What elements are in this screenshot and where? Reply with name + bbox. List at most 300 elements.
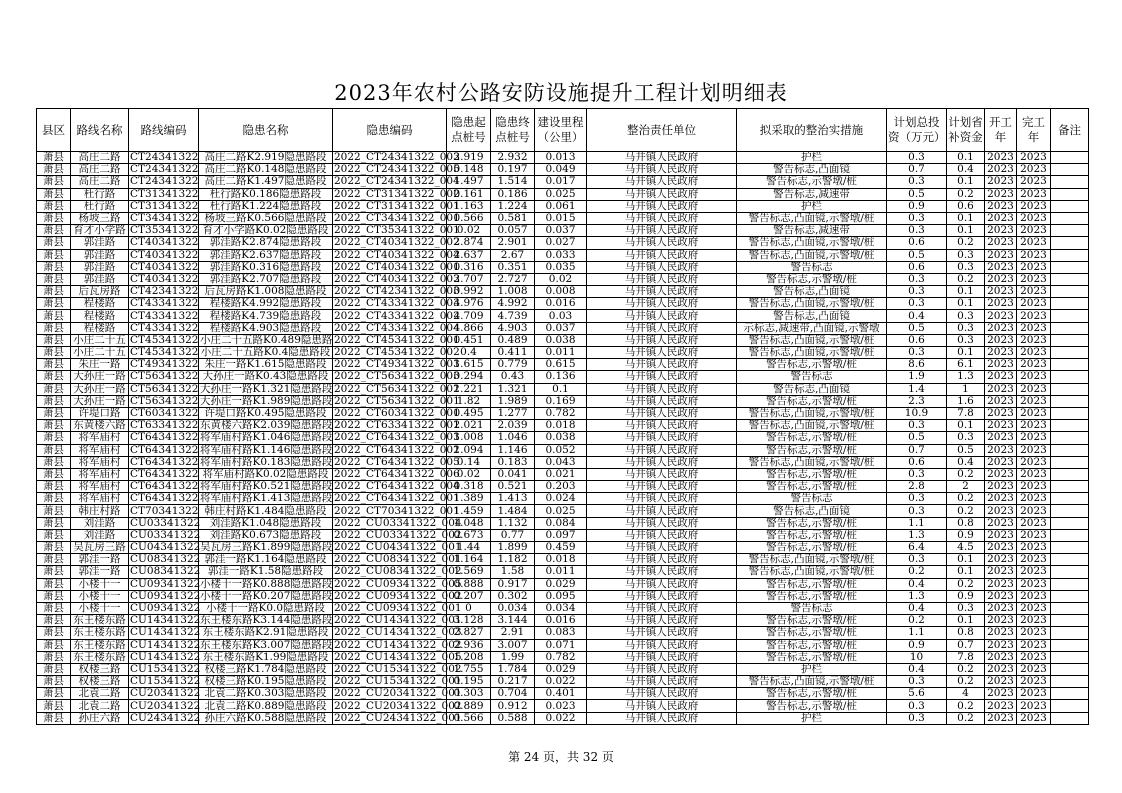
cell-route-code: CT42341322 [130, 285, 199, 298]
cell-end-stake: 0.302 [491, 590, 535, 602]
cell-county: 萧县 [37, 225, 71, 237]
cell-provincial-subsidy: 0.1 [947, 420, 985, 432]
table-row [37, 249, 1089, 261]
cell-remarks [1051, 542, 1089, 554]
cell-start-stake: 4.709 [447, 310, 491, 322]
table-row [37, 286, 1089, 298]
cell-county: 萧县 [37, 249, 71, 261]
cell-measures: 警告标志,示警墩/桩 [737, 627, 887, 639]
cell-start-year: 2023 [985, 566, 1017, 578]
table-row [37, 481, 1089, 493]
cell-responsible-unit: 马井镇人民政府 [587, 712, 737, 724]
cell-county: 萧县 [37, 493, 71, 505]
cell-county: 萧县 [37, 444, 71, 456]
header-length-km: 建设里程（公里） [535, 109, 587, 152]
cell-start-stake: 1.459 [447, 505, 491, 517]
cell-responsible-unit: 马井镇人民政府 [587, 261, 737, 273]
cell-total-investment: 0.4 [887, 310, 947, 322]
cell-start-stake: 1.094 [447, 444, 491, 456]
cell-end-stake: 4.992 [491, 298, 535, 310]
cell-county: 萧县 [37, 700, 71, 712]
cell-length-km: 0.034 [535, 602, 587, 614]
cell-total-investment: 0.2 [887, 566, 947, 578]
cell-county: 萧县 [37, 615, 71, 627]
cell-provincial-subsidy: 1 [947, 383, 985, 395]
cell-remarks [1051, 176, 1089, 188]
cell-start-year: 2023 [985, 456, 1017, 468]
cell-responsible-unit: 马井镇人民政府 [587, 639, 737, 651]
cell-route-code: CU14341322 [130, 614, 201, 627]
cell-route-name: 大孙庄一路 [71, 371, 129, 383]
cell-hazard-name: 大孙庄一路K1.989隐患路段 [200, 394, 333, 407]
cell-remarks [1051, 164, 1089, 176]
cell-start-year: 2023 [985, 212, 1017, 224]
table-header-row [37, 109, 1089, 152]
cell-total-investment: 0.3 [887, 347, 947, 359]
cell-county: 萧县 [37, 712, 71, 724]
cell-hazard-code: 2022_CT24341322_003 [334, 151, 460, 164]
cell-hazard-code: 2022_CT43341322_003 [334, 297, 460, 310]
cell-remarks [1051, 420, 1089, 432]
cell-remarks [1051, 676, 1089, 688]
cell-end-year: 2023 [1017, 432, 1051, 444]
cell-hazard-name: 杜行路K1.224隐患路段 [199, 200, 333, 212]
cell-start-stake: 1.82 [447, 395, 491, 407]
cell-end-stake: 1.224 [491, 200, 535, 212]
cell-hazard-code: 2022_CT49341322_003 [334, 358, 460, 371]
cell-route-name: 将军庙村 [71, 481, 129, 493]
cell-start-stake: 0.889 [447, 700, 491, 712]
cell-hazard-name: 吴瓦房三路K1.899隐患路段 [200, 541, 333, 554]
cell-length-km: 0.029 [535, 578, 587, 590]
cell-start-year: 2023 [985, 152, 1017, 164]
cell-route-name: 权楼三路 [71, 663, 129, 675]
cell-total-investment: 0.3 [887, 212, 947, 224]
cell-length-km: 0.021 [535, 468, 587, 480]
cell-end-year: 2023 [1017, 493, 1051, 505]
cell-route-code: CT43341322 [130, 297, 199, 310]
cell-end-year: 2023 [1017, 590, 1051, 602]
cell-length-km: 0.136 [535, 371, 587, 383]
cell-county: 萧县 [37, 322, 71, 334]
cell-route-name: 育才小学路 [71, 225, 129, 237]
cell-end-year: 2023 [1017, 566, 1051, 578]
cell-hazard-name: 东王楼东路K1.99隐患路段 [199, 651, 333, 663]
cell-remarks [1051, 444, 1089, 456]
cell-provincial-subsidy: 1.3 [947, 371, 985, 383]
cell-hazard-code: 2022_CT40341322_002 [334, 236, 460, 249]
cell-hazard-code: 2022_CT24341322_004 [334, 175, 460, 188]
cell-provincial-subsidy: 0.6 [947, 200, 985, 212]
cell-provincial-subsidy: 0.2 [947, 712, 985, 724]
cell-county: 萧县 [37, 261, 71, 273]
cell-county: 萧县 [37, 663, 71, 675]
cell-remarks [1051, 481, 1089, 493]
cell-end-stake: 0.034 [491, 602, 535, 614]
table-row [37, 298, 1089, 310]
cell-route-name: 程楼路 [71, 298, 129, 310]
cell-hazard-name: 大孙庄一路K0.43隐患路段 [199, 371, 333, 383]
cell-route-name: 权楼三路 [71, 676, 129, 688]
cell-remarks [1051, 249, 1089, 261]
cell-measures: 警告标志,示警墩/桩 [737, 542, 887, 554]
cell-end-year: 2023 [1017, 468, 1051, 480]
cell-end-year: 2023 [1017, 322, 1051, 334]
cell-provincial-subsidy: 0.2 [947, 578, 985, 590]
cell-hazard-code: 2022_CT64341322_004 [334, 480, 460, 493]
cell-route-code: CU09341322 [130, 589, 201, 602]
cell-hazard-code: 2022_CU24341322_001 [334, 711, 462, 724]
cell-measures: 警告标志,示警墩/桩 [737, 615, 887, 627]
cell-county: 萧县 [37, 237, 71, 249]
cell-route-name: 小楼十一 [71, 578, 129, 590]
cell-responsible-unit: 马井镇人民政府 [587, 212, 737, 224]
cell-responsible-unit: 马井镇人民政府 [587, 152, 737, 164]
cell-end-stake: 1.99 [491, 651, 535, 663]
cell-hazard-code: 2022_CU15341322_002 [334, 662, 462, 675]
cell-route-code: CU08341322 [130, 553, 201, 566]
cell-county: 萧县 [37, 542, 71, 554]
cell-length-km: 0.097 [535, 529, 587, 541]
cell-route-name: 郭洼路 [71, 237, 129, 249]
cell-measures: 警告标志,凸面镜 [737, 505, 887, 517]
cell-end-year: 2023 [1017, 334, 1051, 346]
cell-length-km: 0.027 [535, 237, 587, 249]
cell-measures: 警告标志,凸面镜,示警墩/桩 [737, 212, 887, 224]
cell-route-name: 东黄楼六路 [71, 420, 129, 432]
cell-route-name: 东王楼东路 [71, 639, 129, 651]
table-body [37, 152, 1089, 725]
cell-end-stake: 1.784 [491, 663, 535, 675]
cell-route-code: CT64341322 [130, 480, 199, 493]
cell-route-name: 将军庙村 [71, 444, 129, 456]
cell-hazard-name: 刘洼路K0.673隐患路段 [199, 529, 333, 541]
cell-hazard-name: 小庄二十五路K0.4隐患路段 [199, 347, 333, 359]
cell-measures: 警告标志,示警墩/桩 [737, 395, 887, 407]
cell-start-year: 2023 [985, 663, 1017, 675]
cell-responsible-unit: 马井镇人民政府 [587, 590, 737, 602]
table-row [37, 615, 1089, 627]
cell-hazard-name: 东王楼东路K2.91隐患路段 [199, 627, 333, 639]
cell-end-stake: 1.514 [491, 176, 535, 188]
cell-end-stake: 4.739 [491, 310, 535, 322]
table-row [37, 688, 1089, 700]
cell-total-investment: 0.3 [887, 225, 947, 237]
cell-hazard-name: 高庄二路K1.497隐患路段 [199, 176, 333, 188]
cell-responsible-unit: 马井镇人民政府 [587, 200, 737, 212]
cell-route-name: 杜行路 [71, 188, 129, 200]
cell-end-year: 2023 [1017, 602, 1051, 614]
cell-provincial-subsidy: 0.3 [947, 432, 985, 444]
cell-responsible-unit: 马井镇人民政府 [587, 481, 737, 493]
cell-end-stake: 1.321 [491, 383, 535, 395]
cell-route-code: CT40341322 [130, 248, 199, 261]
cell-start-stake: 1.008 [447, 432, 491, 444]
cell-total-investment: 0.6 [887, 456, 947, 468]
table-row [37, 554, 1089, 566]
cell-county: 萧县 [37, 505, 71, 517]
table-row [37, 237, 1089, 249]
cell-start-year: 2023 [985, 468, 1017, 480]
cell-start-year: 2023 [985, 578, 1017, 590]
cell-route-code: CU09341322 [130, 577, 201, 590]
cell-total-investment: 8.6 [887, 359, 947, 371]
cell-measures: 警告标志,示警墩/桩 [737, 529, 887, 541]
cell-hazard-name: 高庄二路K2.919隐患路段 [199, 152, 333, 164]
cell-hazard-name: 东黄楼六路K2.039隐患路段 [200, 419, 333, 432]
cell-total-investment: 0.3 [887, 273, 947, 285]
cell-provincial-subsidy: 1.6 [947, 395, 985, 407]
cell-end-year: 2023 [1017, 249, 1051, 261]
cell-route-name: 东王楼东路 [71, 627, 129, 639]
cell-length-km: 0.013 [535, 152, 587, 164]
cell-end-year: 2023 [1017, 407, 1051, 419]
cell-provincial-subsidy: 0.1 [947, 298, 985, 310]
cell-measures: 警告标志,凸面镜 [737, 286, 887, 298]
cell-county: 萧县 [37, 468, 71, 480]
cell-start-year: 2023 [985, 651, 1017, 663]
table-row [37, 602, 1089, 614]
cell-provincial-subsidy: 0.3 [947, 322, 985, 334]
table-row [37, 639, 1089, 651]
cell-hazard-code: 2022_CT64341322_001 [334, 492, 460, 505]
cell-end-year: 2023 [1017, 286, 1051, 298]
cell-route-name: 郭洼路 [71, 249, 129, 261]
cell-responsible-unit: 马井镇人民政府 [587, 176, 737, 188]
cell-length-km: 0.037 [535, 322, 587, 334]
cell-total-investment: 0.3 [887, 152, 947, 164]
cell-start-stake: 4.976 [447, 298, 491, 310]
cell-route-code: CT45341322 [130, 333, 199, 346]
cell-length-km: 0.782 [535, 651, 587, 663]
table-row [37, 712, 1089, 724]
cell-hazard-name: 郭洼路K2.707隐患路段 [199, 273, 333, 285]
cell-provincial-subsidy: 0.2 [947, 663, 985, 675]
cell-end-year: 2023 [1017, 261, 1051, 273]
cell-responsible-unit: 马井镇人民政府 [587, 602, 737, 614]
cell-hazard-name: 北袁二路K0.303隐患路段 [199, 688, 333, 700]
header-total-investment: 计划总投资（万元） [887, 109, 947, 152]
cell-provincial-subsidy: 0.4 [947, 164, 985, 176]
cell-route-code: CT56341322 [130, 370, 199, 383]
cell-hazard-name: 程楼路K4.992隐患路段 [199, 298, 333, 310]
cell-responsible-unit: 马井镇人民政府 [587, 688, 737, 700]
cell-hazard-code: 2022_CU14341322_002 [334, 638, 462, 651]
cell-route-code: CT24341322 [130, 151, 199, 164]
cell-route-name: 程楼路 [71, 310, 129, 322]
cell-hazard-name: 权楼三路K0.195隐患路段 [199, 676, 333, 688]
cell-route-name: 大孙庄一路 [71, 395, 129, 407]
cell-start-stake: 0.673 [447, 529, 491, 541]
cell-start-year: 2023 [985, 615, 1017, 627]
cell-remarks [1051, 505, 1089, 517]
cell-provincial-subsidy: 0.3 [947, 261, 985, 273]
cell-measures: 警告标志,凸面镜 [737, 310, 887, 322]
cell-end-year: 2023 [1017, 505, 1051, 517]
cell-route-code: CU14341322 [130, 638, 201, 651]
table-row [37, 676, 1089, 688]
cell-provincial-subsidy: 0.1 [947, 286, 985, 298]
cell-route-name: 郭洼一路 [71, 566, 129, 578]
cell-measures: 警告标志,示警墩/桩 [737, 444, 887, 456]
cell-end-year: 2023 [1017, 347, 1051, 359]
table-row [37, 334, 1089, 346]
cell-hazard-code: 2022_CU20341322_002 [334, 699, 462, 712]
cell-route-code: CT40341322 [130, 260, 199, 273]
table-row [37, 700, 1089, 712]
cell-remarks [1051, 468, 1089, 480]
cell-total-investment: 1.3 [887, 529, 947, 541]
cell-total-investment: 1.1 [887, 517, 947, 529]
cell-hazard-code: 2022_CT56341322_001 [334, 394, 460, 407]
table-row [37, 383, 1089, 395]
cell-start-year: 2023 [985, 371, 1017, 383]
cell-start-stake: 1.44 [447, 542, 491, 554]
cell-total-investment: 0.2 [887, 615, 947, 627]
cell-responsible-unit: 马井镇人民政府 [587, 700, 737, 712]
cell-hazard-name: 将军庙村路K1.046隐患路段 [200, 431, 333, 444]
cell-route-code: CT31341322 [130, 199, 199, 212]
cell-hazard-name: 刘洼路K1.048隐患路段 [199, 517, 333, 529]
cell-end-stake: 0.581 [491, 212, 535, 224]
table-row [37, 566, 1089, 578]
cell-responsible-unit: 马井镇人民政府 [587, 359, 737, 371]
table-row [37, 529, 1089, 541]
cell-provincial-subsidy: 0.3 [947, 249, 985, 261]
cell-start-year: 2023 [985, 298, 1017, 310]
cell-remarks [1051, 639, 1089, 651]
cell-total-investment: 0.6 [887, 237, 947, 249]
cell-route-name: 郭洼路 [71, 261, 129, 273]
cell-remarks [1051, 237, 1089, 249]
cell-remarks [1051, 615, 1089, 627]
cell-route-name: 北袁二路 [71, 700, 129, 712]
cell-total-investment: 0.3 [887, 505, 947, 517]
cell-start-stake: 2.707 [447, 273, 491, 285]
cell-measures: 警告标志,示警墩/桩 [737, 468, 887, 480]
header-measures: 拟采取的整治实措施 [737, 109, 887, 152]
cell-remarks [1051, 493, 1089, 505]
cell-end-year: 2023 [1017, 676, 1051, 688]
cell-route-name: 刘洼路 [71, 517, 129, 529]
cell-length-km: 0.049 [535, 164, 587, 176]
cell-hazard-code: 2022_CT45341322_001 [334, 333, 460, 346]
cell-length-km: 0.203 [535, 481, 587, 493]
cell-hazard-name: 郭洼路K0.316隐患路段 [199, 261, 333, 273]
cell-responsible-unit: 马井镇人民政府 [587, 505, 737, 517]
table-row [37, 456, 1089, 468]
cell-total-investment: 1.1 [887, 627, 947, 639]
header-hazard-name: 隐患名称 [199, 109, 333, 152]
cell-county: 萧县 [37, 152, 71, 164]
cell-total-investment: 0.4 [887, 602, 947, 614]
cell-county: 萧县 [37, 164, 71, 176]
cell-route-code: CT45341322 [130, 346, 199, 359]
cell-county: 萧县 [37, 554, 71, 566]
cell-start-stake: 0.161 [447, 188, 491, 200]
cell-length-km: 0.011 [535, 566, 587, 578]
cell-route-name: 将军庙村 [71, 432, 129, 444]
cell-total-investment: 2.8 [887, 481, 947, 493]
cell-route-name: 大孙庄一路 [71, 383, 129, 395]
cell-length-km: 0.016 [535, 298, 587, 310]
cell-end-stake: 1.182 [491, 554, 535, 566]
cell-start-year: 2023 [985, 164, 1017, 176]
cell-county: 萧县 [37, 188, 71, 200]
cell-measures: 警告标志,示警墩/桩 [737, 273, 887, 285]
cell-provincial-subsidy: 0.3 [947, 334, 985, 346]
cell-measures: 警告标志,凸面镜,示警墩/桩 [737, 237, 887, 249]
cell-hazard-name: 将军庙村路K1.413隐患路段 [200, 492, 333, 505]
cell-end-year: 2023 [1017, 615, 1051, 627]
cell-remarks [1051, 347, 1089, 359]
cell-start-stake: 0.02 [447, 468, 491, 480]
cell-provincial-subsidy: 0.2 [947, 493, 985, 505]
cell-responsible-unit: 马井镇人民政府 [587, 334, 737, 346]
cell-end-stake: 0.912 [491, 700, 535, 712]
cell-hazard-code: 2022_CT42341322_003 [334, 285, 460, 298]
cell-remarks [1051, 651, 1089, 663]
cell-provincial-subsidy: 0.1 [947, 212, 985, 224]
cell-route-name: 将军庙村 [71, 456, 129, 468]
plan-detail-table [36, 108, 1089, 725]
cell-start-stake: 1.048 [447, 517, 491, 529]
cell-route-name: 后瓦房路 [71, 286, 129, 298]
cell-start-year: 2023 [985, 712, 1017, 724]
cell-start-year: 2023 [985, 310, 1017, 322]
table-row [37, 371, 1089, 383]
cell-measures: 警告标志,示警墩/桩 [737, 651, 887, 663]
cell-hazard-name: 程楼路K4.903隐患路段 [199, 322, 333, 334]
cell-county: 萧县 [37, 395, 71, 407]
cell-end-year: 2023 [1017, 554, 1051, 566]
cell-start-year: 2023 [985, 542, 1017, 554]
cell-route-name: 将军庙村 [71, 468, 129, 480]
cell-hazard-code: 2022_CT40341322_003 [334, 272, 460, 285]
cell-measures: 警告标志,凸面镜,示警墩/桩 [737, 420, 887, 432]
cell-start-stake: 0.451 [447, 334, 491, 346]
cell-provincial-subsidy: 2 [947, 481, 985, 493]
cell-length-km: 0.033 [535, 249, 587, 261]
cell-end-stake: 0.43 [491, 371, 535, 383]
cell-length-km: 0.038 [535, 334, 587, 346]
cell-start-year: 2023 [985, 200, 1017, 212]
cell-county: 萧县 [37, 517, 71, 529]
cell-start-stake: 2.936 [447, 639, 491, 651]
cell-measures: 警告标志,凸面镜 [737, 383, 887, 395]
cell-total-investment: 10 [887, 651, 947, 663]
cell-end-year: 2023 [1017, 395, 1051, 407]
cell-total-investment: 5.6 [887, 688, 947, 700]
cell-measures: 警告标志,凸面镜,示警墩/桩 [737, 456, 887, 468]
cell-route-code: CT64341322 [130, 467, 199, 480]
cell-start-year: 2023 [985, 176, 1017, 188]
cell-remarks [1051, 688, 1089, 700]
cell-county: 萧县 [37, 688, 71, 700]
cell-start-year: 2023 [985, 688, 1017, 700]
cell-route-name: 杜行路 [71, 200, 129, 212]
table-row [37, 517, 1089, 529]
header-end-year: 完工年 [1017, 109, 1051, 152]
cell-provincial-subsidy: 0.9 [947, 529, 985, 541]
cell-hazard-code: 2022_CU04341322_001 [334, 541, 462, 554]
cell-responsible-unit: 马井镇人民政府 [587, 542, 737, 554]
cell-route-code: CT63341322 [130, 419, 199, 432]
cell-start-stake: 0.02 [447, 225, 491, 237]
cell-measures: 警告标志,凸面镜,示警墩/桩 [737, 566, 887, 578]
cell-end-year: 2023 [1017, 371, 1051, 383]
cell-start-stake: 0.14 [447, 456, 491, 468]
